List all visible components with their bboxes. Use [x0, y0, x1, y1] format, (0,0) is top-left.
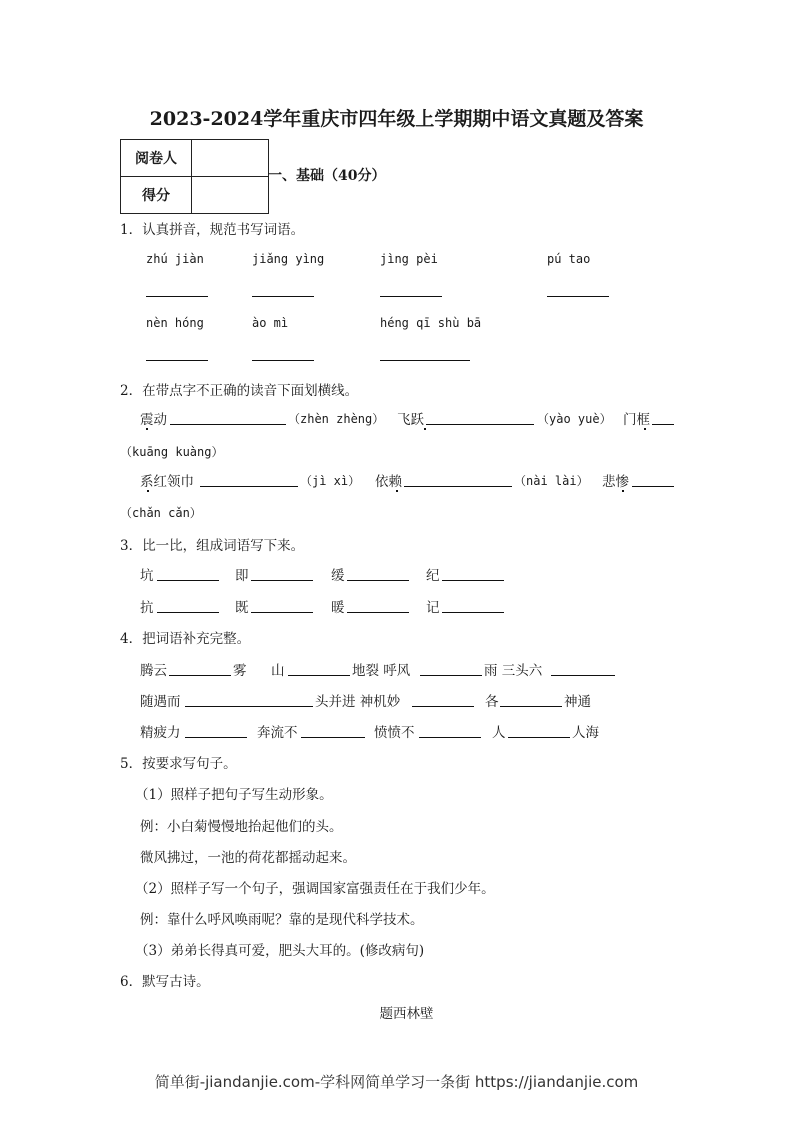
answer-line[interactable]: [185, 737, 247, 738]
word-menkuang: 门框: [623, 412, 650, 428]
emphasis-dot: [396, 490, 398, 492]
emphasis-dot: [622, 490, 624, 492]
idiom-part: 地裂 呼风: [352, 663, 411, 679]
question-4: 4．把词语补充完整。: [120, 631, 251, 647]
reading-zhendong: （zhèn zhèng）: [288, 412, 385, 426]
idiom-part: 愤愤不: [374, 725, 415, 741]
answer-line[interactable]: [404, 486, 512, 487]
answer-line[interactable]: [347, 612, 409, 613]
char-4: 纪: [426, 568, 440, 584]
char-1: 坑: [140, 568, 154, 584]
answer-line[interactable]: [146, 360, 208, 361]
answer-line[interactable]: [200, 486, 298, 487]
answer-line[interactable]: [426, 424, 534, 425]
pinyin-5: nèn hóng: [146, 316, 204, 330]
word-xihonglingjin: 系红领巾: [140, 474, 194, 490]
answer-line[interactable]: [412, 706, 474, 707]
idiom-part: 山: [271, 663, 285, 679]
reading-can: （chǎn cǎn）: [120, 506, 202, 520]
sub-question-2: （2）照样子写一个句子，强调国家富强责任在于我们少年。: [135, 881, 495, 897]
answer-line[interactable]: [252, 360, 314, 361]
pinyin-1: zhú jiàn: [146, 252, 204, 266]
answer-line[interactable]: [169, 675, 231, 676]
answer-line[interactable]: [547, 296, 609, 297]
reading-lai: （nài lài）: [514, 474, 589, 488]
question-2: 2．在带点字不正确的读音下面划横线。: [120, 383, 359, 399]
reading-xi: （jì xì）: [300, 474, 361, 488]
idiom-part: 雨 三头六: [484, 663, 543, 679]
char-6: 既: [235, 600, 249, 616]
page-title: 2023-2024学年重庆市四年级上学期期中语文真题及答案: [149, 108, 644, 130]
score-table: [120, 139, 269, 214]
emphasis-dot: [146, 428, 148, 430]
score-blank[interactable]: [192, 177, 269, 214]
answer-line[interactable]: [380, 296, 442, 297]
idiom-part: 各: [485, 694, 499, 710]
sub-question-3: （3）弟弟长得真可爱，肥头大耳的。(修改病句): [135, 943, 425, 959]
sentence-1: 微风拂过，一池的荷花都摇动起来。: [140, 850, 356, 866]
idiom-part: 人海: [572, 725, 599, 741]
char-2: 即: [235, 568, 249, 584]
answer-line[interactable]: [288, 675, 350, 676]
score-label: 得分: [121, 177, 192, 214]
idiom-part: 头并进 神机妙: [315, 694, 401, 710]
idiom-part: 神通: [564, 694, 591, 710]
answer-line[interactable]: [652, 424, 674, 425]
sub-question-1: （1）照样子把句子写生动形象。: [135, 787, 333, 803]
example-2: 例：靠什么呼风唤雨呢？靠的是现代科学技术。: [140, 912, 424, 928]
answer-line[interactable]: [251, 580, 313, 581]
answer-line[interactable]: [146, 296, 208, 297]
answer-line[interactable]: [251, 612, 313, 613]
char-8: 记: [426, 600, 440, 616]
answer-line[interactable]: [442, 580, 504, 581]
pinyin-6: ào mì: [252, 316, 289, 330]
idiom-part: 奔流不: [257, 725, 298, 741]
answer-line[interactable]: [170, 424, 286, 425]
pinyin-4: pú tao: [547, 252, 591, 266]
idiom-part: 雾: [233, 663, 247, 679]
answer-line[interactable]: [420, 675, 482, 676]
answer-line[interactable]: [380, 360, 470, 361]
reviewer-label: 阅卷人: [121, 140, 192, 177]
question-1: 1．认真拼音，规范书写词语。: [120, 222, 305, 238]
question-6: 6．默写古诗。: [120, 974, 210, 990]
char-7: 暖: [331, 600, 345, 616]
answer-line[interactable]: [347, 580, 409, 581]
answer-line[interactable]: [500, 706, 562, 707]
emphasis-dot: [147, 490, 149, 492]
reviewer-blank[interactable]: [192, 140, 269, 177]
answer-line[interactable]: [301, 737, 365, 738]
section-heading: 一、基础（40分）: [268, 168, 386, 184]
idiom-part: 腾云: [140, 663, 167, 679]
reading-menkuang: （kuāng kuàng）: [120, 445, 224, 459]
answer-line[interactable]: [157, 612, 219, 613]
pinyin-7: héng qī shù bā: [380, 316, 482, 330]
idiom-part: 人: [492, 725, 506, 741]
reading-feiyue: （yào yuè）: [537, 412, 612, 426]
footer-watermark: 简单街-jiandanjie.com-学科网简单学习一条街 https://jiandanjie.com: [154, 1073, 639, 1091]
word-zhendong: 震动: [140, 412, 167, 428]
example-1: 例：小白菊慢慢地抬起他们的头。: [140, 819, 343, 835]
answer-line[interactable]: [419, 737, 481, 738]
char-5: 抗: [140, 600, 154, 616]
question-3: 3．比一比，组成词语写下来。: [120, 538, 305, 554]
answer-line[interactable]: [551, 675, 615, 676]
answer-line[interactable]: [185, 706, 313, 707]
pinyin-2: jiǎng yìng: [252, 252, 325, 266]
emphasis-dot: [424, 428, 426, 430]
answer-line[interactable]: [442, 612, 504, 613]
word-feiyue: 飞跃: [397, 412, 424, 428]
word-beican: 悲惨: [602, 474, 629, 490]
poem-title: 题西林壁: [379, 1006, 434, 1022]
answer-line[interactable]: [632, 486, 674, 487]
idiom-part: 随遇而: [140, 694, 181, 710]
answer-line[interactable]: [508, 737, 570, 738]
char-3: 缓: [331, 568, 345, 584]
answer-line[interactable]: [157, 580, 219, 581]
question-5: 5．按要求写句子。: [120, 756, 237, 772]
pinyin-3: jìng pèi: [380, 252, 438, 266]
idiom-part: 精疲力: [140, 725, 181, 741]
answer-line[interactable]: [252, 296, 314, 297]
word-yilai: 依赖: [375, 474, 402, 490]
emphasis-dot: [644, 428, 646, 430]
